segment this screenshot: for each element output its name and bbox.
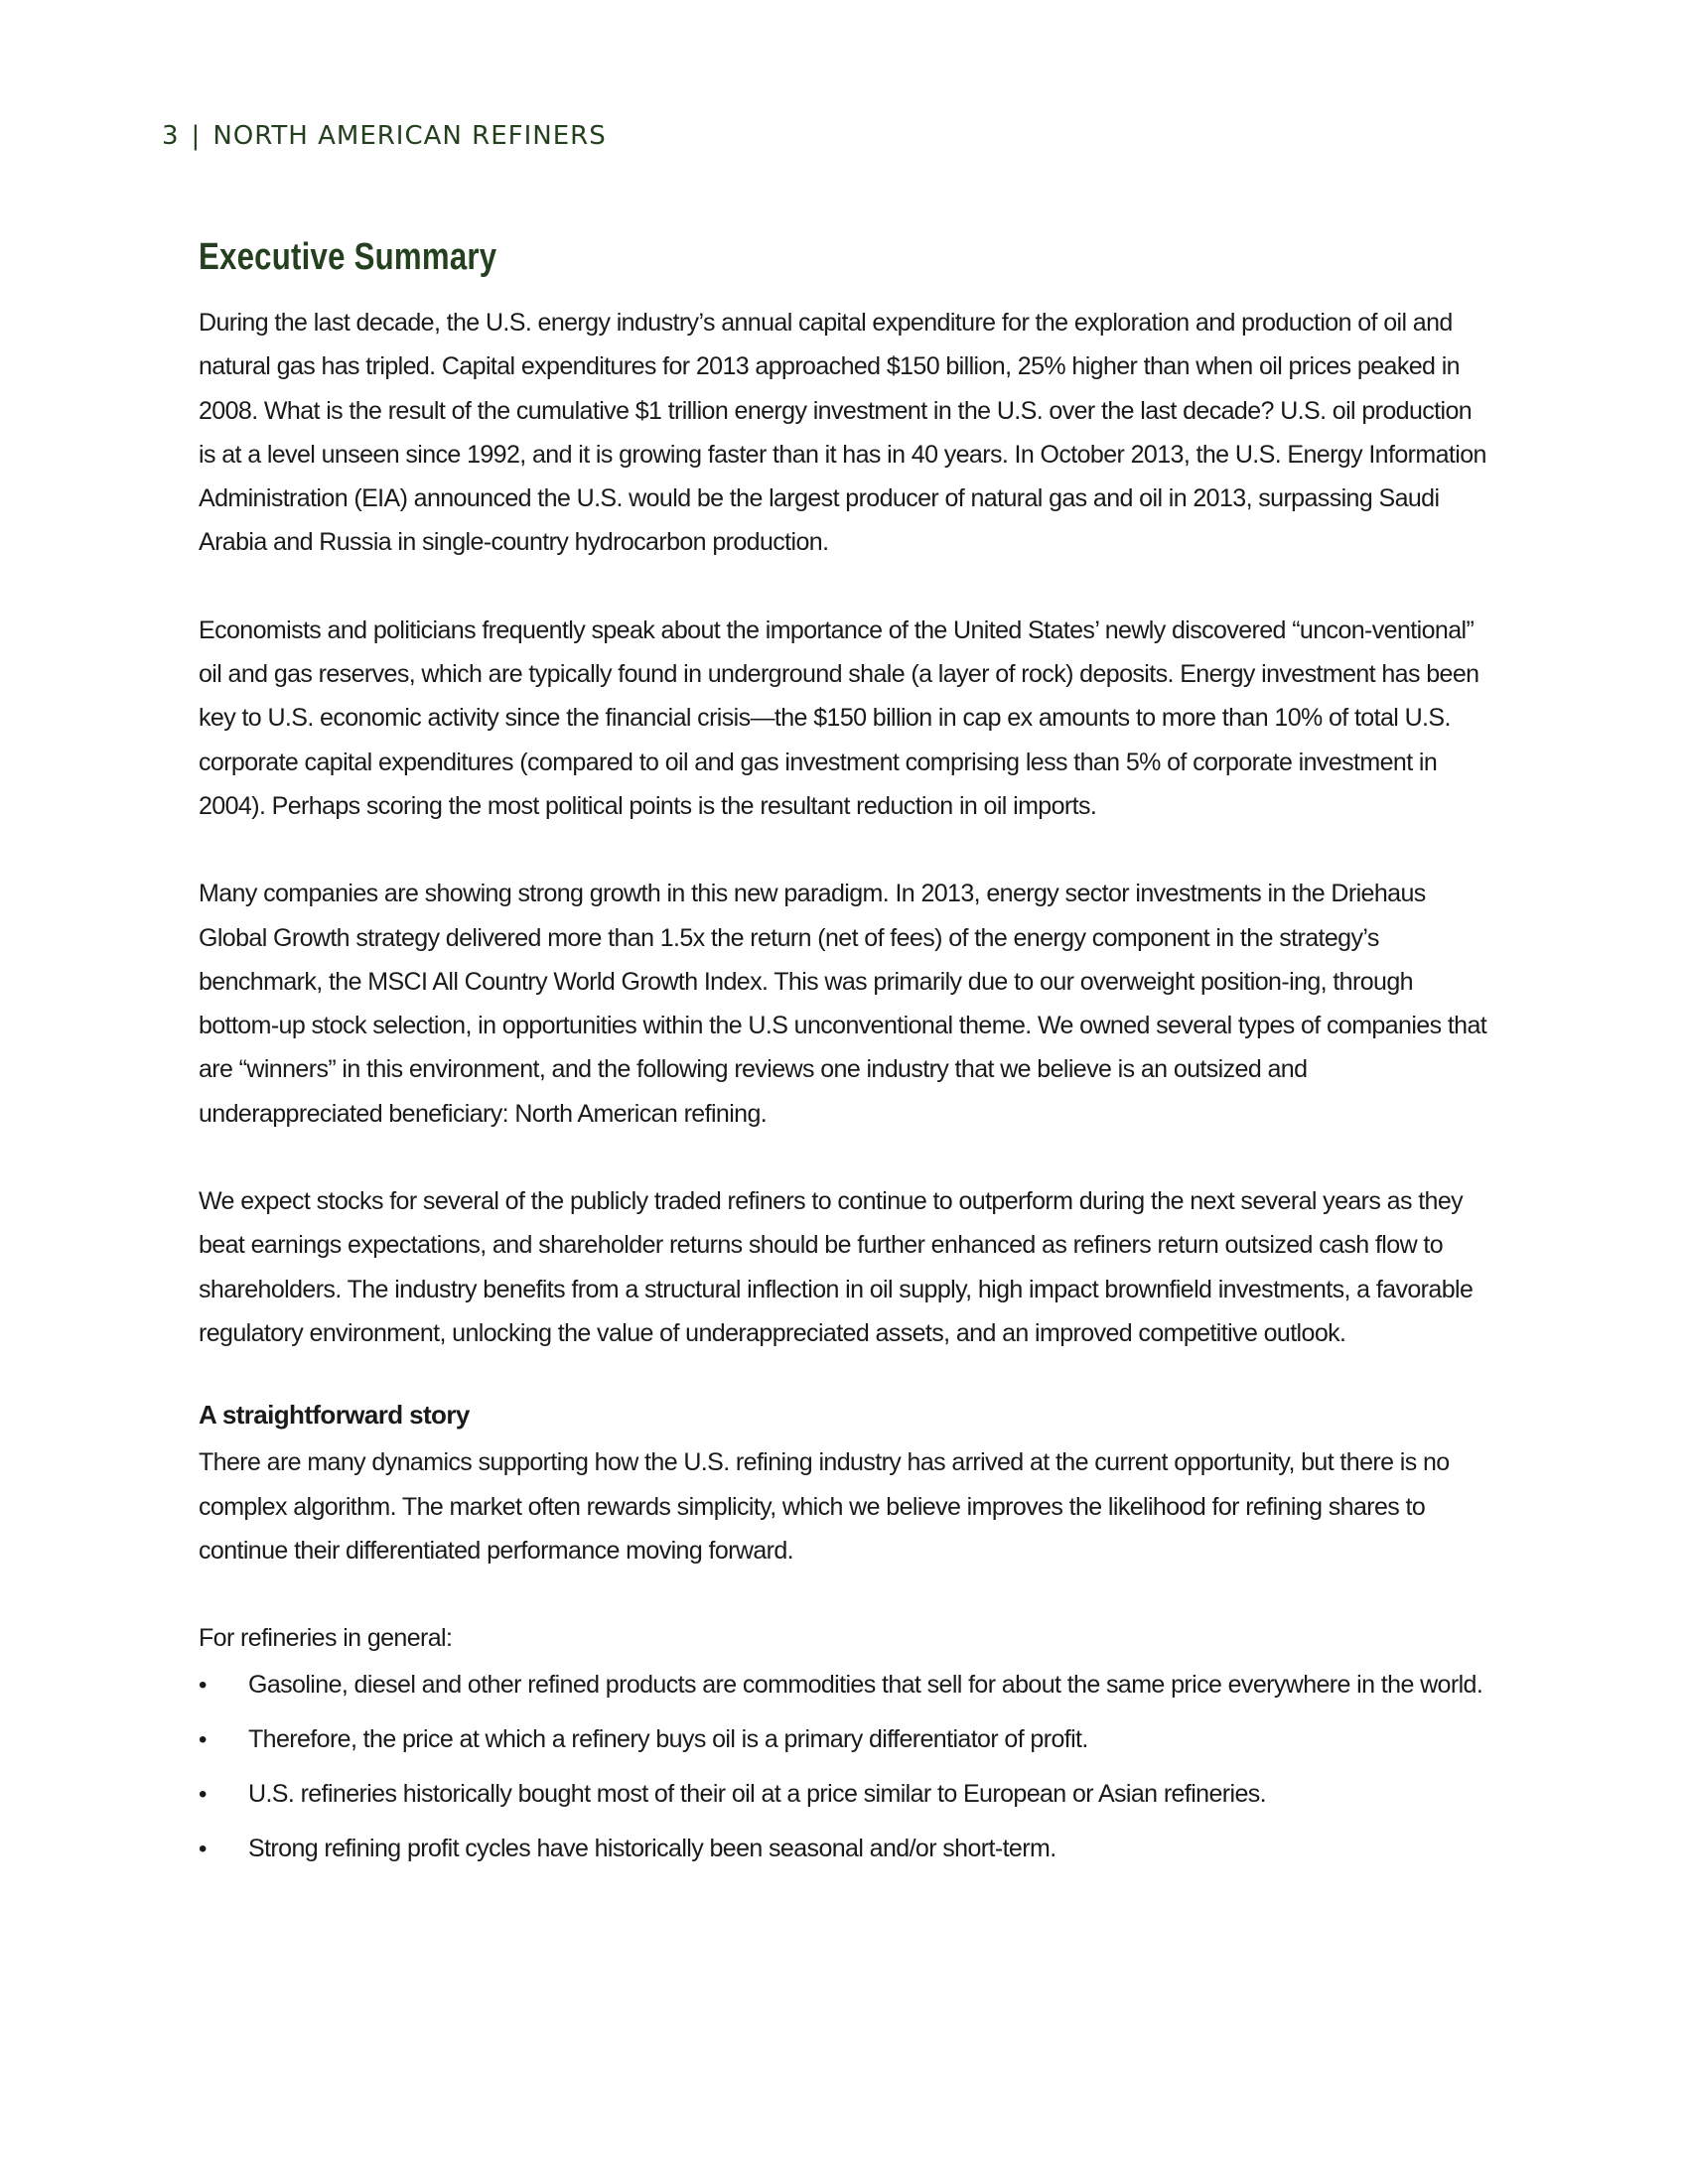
section-heading: A straightforward story bbox=[199, 1400, 470, 1431]
bullet-icon: • bbox=[199, 1781, 207, 1809]
summary-paragraph-4: We expect stocks for several of the publicly traded refiners to continue to outperform during the next several years as they beat earnings expectations, and shareholder returns should be further enhanced as refiners return outsized cash flow to shareholders. The industry benefits from a structural inflection in oil supply, high impact brownfield investments, a favorable regulatory environment, unlocking the value of underappreciated assets, and an improved competitive outlook. bbox=[199, 1187, 1474, 1347]
header-separator: | bbox=[191, 121, 202, 151]
list-intro: For refineries in general: bbox=[199, 1624, 453, 1653]
story-paragraph: There are many dynamics supporting how the U.S. refining industry has arrived at the current opportunity, but there is no complex algorithm. The market often rewards simplicity, which we believe improves the likelihood for refining shares to continue their differentiated performance moving forward. bbox=[199, 1448, 1450, 1565]
list-item bbox=[199, 1720, 1494, 1759]
summary-paragraph-3: Many companies are showing strong growth in this new paradigm. In 2013, energy sector investments in the Driehaus Global Growth strategy delivered more than 1.5x the return (net of fees) of the energy component in the strategy’s benchmark, the MSCI All Country World Growth Index. This was primarily due to our overweight position-ing, through bottom-up stock selection, in opportunities within the U.S unconventional theme. We owned several types of companies that are “winners” in this environment, and the following reviews one industry that we believe is an outsized and underappreciated beneficiary: North American refining. bbox=[199, 880, 1487, 1128]
running-header bbox=[162, 121, 607, 151]
page-content bbox=[199, 236, 1494, 1884]
bullet-list bbox=[199, 1666, 1494, 1868]
list-item-text: Therefore, the price at which a refinery buys oil is a primary differentiator of profit. bbox=[248, 1725, 1088, 1754]
section-title: NORTH AMERICAN REFINERS bbox=[212, 121, 607, 151]
summary-paragraph-1: During the last decade, the U.S. energy industry’s annual capital expenditure for the exploration and production of oil and natural gas has tripled. Capital expenditures for 2013 approached $150 billion, 25% higher than when oil prices peaked in 2008. What is the result of the cumulative $1 trillion energy investment in the U.S. over the last decade? U.S. oil production is at a level unseen since 1992, and it is growing faster than it has in 40 years. In October 2013, the U.S. Energy Information Administration (EIA) announced the U.S. would be the largest producer of natural gas and oil in 2013, surpassing Saudi Arabia and Russia in single-country hydrocarbon production. bbox=[199, 309, 1486, 557]
list-item bbox=[199, 1775, 1494, 1814]
page-number: 3 bbox=[162, 121, 180, 151]
list-item-text: Strong refining profit cycles have historically been seasonal and/or short-term. bbox=[248, 1835, 1056, 1863]
bullet-icon: • bbox=[199, 1726, 207, 1754]
page-title: Executive Summary bbox=[199, 236, 497, 278]
bullet-icon: • bbox=[199, 1672, 207, 1700]
list-item-text: U.S. refineries historically bought most of their oil at a price similar to European or Asian refineries. bbox=[248, 1780, 1266, 1809]
list-item-text: Gasoline, diesel and other refined products are commodities that sell for about the same price everywhere in the world. bbox=[248, 1671, 1483, 1700]
bullet-icon: • bbox=[199, 1836, 207, 1863]
summary-paragraph-2: Economists and politicians frequently speak about the importance of the United States’ newly discovered “uncon-ventional” oil and gas reserves, which are typically found in underground shale (a layer of rock) deposits. Energy investment has been key to U.S. economic activity since the financial crisis—the $150 billion in cap ex amounts to more than 10% of total U.S. corporate capital expenditures (compared to oil and gas investment comprising less than 5% of corporate investment in 2004). Perhaps scoring the most political points is the resultant reduction in oil imports. bbox=[199, 615, 1479, 820]
list-item bbox=[199, 1830, 1494, 1868]
list-item bbox=[199, 1666, 1494, 1705]
